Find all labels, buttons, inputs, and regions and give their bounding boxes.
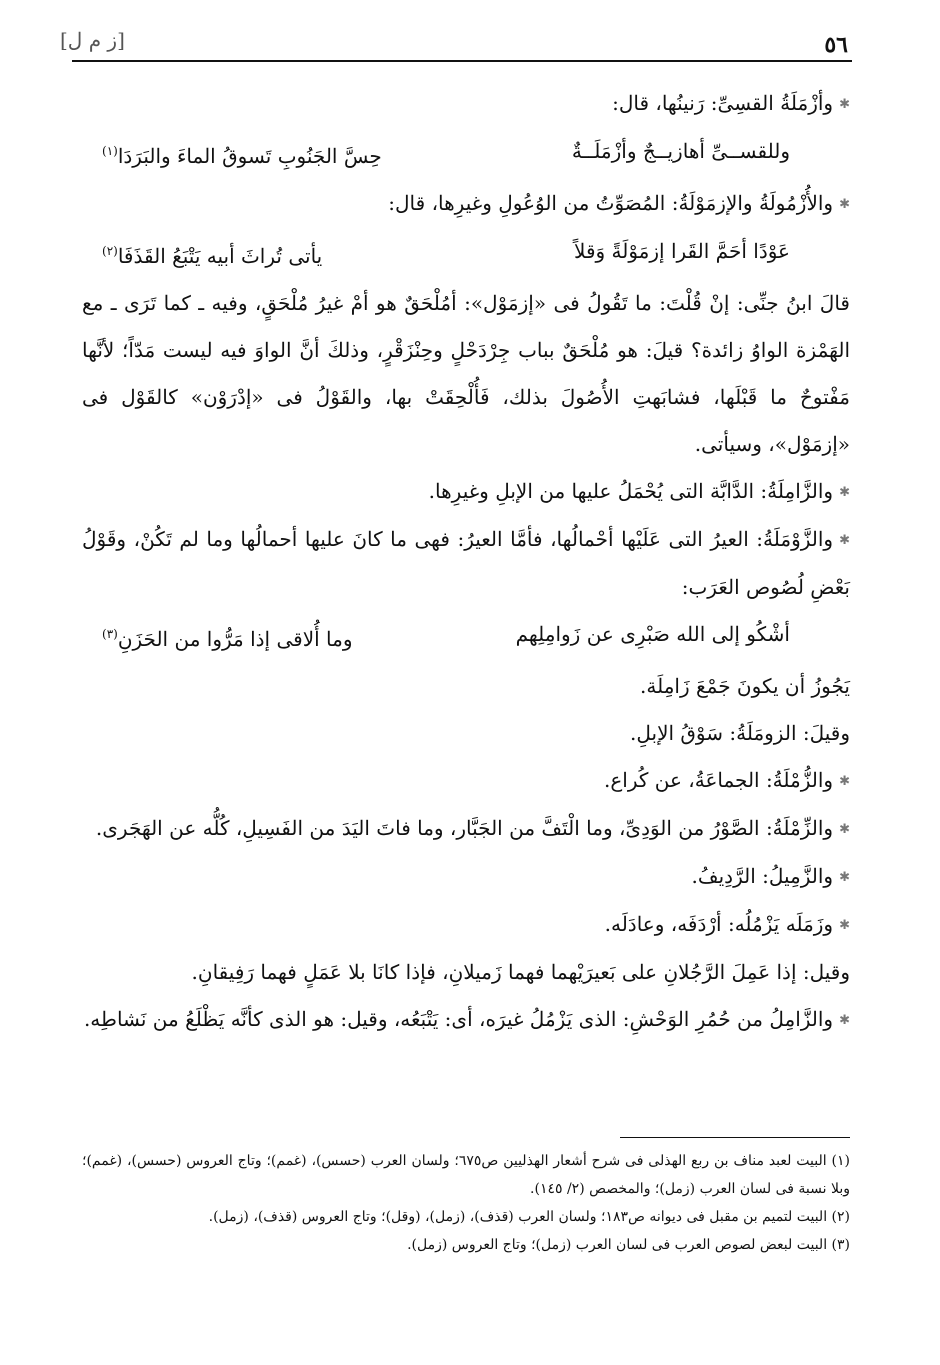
verse-hemistich: وما أُلاقى إذا مَرُّوا من الحَزَنِ$^{(٣)}$ xyxy=(102,627,353,651)
entry-line: وقيل: إذا عَمِلَ الرَّجُلانِ على بَعيرَيْهما فهما زَميلانِ، فإذا كانَا بلا عَمَلٍ فهما رَفِيقانِ. xyxy=(191,960,850,984)
page-number: ٥٦ xyxy=(824,32,848,58)
entry-line: ✱ والأُزْمُولَةُ والإزمَوْلَةُ: المُصَوِّتُ من الوُعُولِ وغيرِها، قال: xyxy=(82,180,850,228)
verse-2 xyxy=(82,228,850,280)
paragraph: ✱ والزِّمْلَةُ: الصَّوْرُ من الوَدِىِّ، وما الْتَفَّ من الجَبَّار، وما فاتَ اليَدَ من الفَسِيلِ، كُلُّه عن الهَجَرى. xyxy=(82,805,850,853)
footnote: (٣) البيت لبعض لصوص العرب فى لسان العرب (زمل)؛ وتاج العروس (زمل). xyxy=(407,1237,850,1253)
page-header xyxy=(60,22,880,60)
entry-line: وقيلَ: الزومَلَةُ: سَوْقُ الإبلِ. xyxy=(630,721,850,745)
footnote-mark: (١) xyxy=(102,144,118,158)
entry-line: ✱ وأزْمَلَةُ القسِىِّ: رَنينُها، قال: xyxy=(82,80,850,128)
root-label: [ز م ل] xyxy=(60,28,125,52)
footnote-rule xyxy=(620,1137,850,1138)
paragraph: قالَ ابنُ جنِّى: إنْ قُلْتَ: ما تَقُولُ فى «إزمَوْل»: أمُلْحَقٌ هو أمْ غيرُ مُلْحَقٍ، وفيه ـ كما تَرَى ـ مع الهَمْزة الواوُ زائدة؟ قيلَ: هو مُلْحَقٌ بباب جِرْدَحْلٍ وحِنْزَقْرٍ، وذلكَ أنَّ الواوَ فيه ليست مَدّاً؛ لأنَّها مَفْتوحٌ ما قَبْلَها، فشابَهتِ الأُصُولَ بذلك، فَأُلْحِقَتْ بها، والقَوْلُ فى «إدْرَوْن» كالقَوْل فى «إزمَوْل»، وسيأتى. xyxy=(82,291,850,456)
paragraph: ✱ والزَّوْمَلَةُ: العيرُ التى عَلَيْها أحْمالُها، فأمَّا العيرُ: فهى ما كانَ عليها أحمالُها وما لم تَكُنْ، وقَوْلُ بَعْضِ لُصُوص العَرَب: xyxy=(82,516,850,611)
footnote-mark: (٣) xyxy=(102,627,118,641)
footnote: (١) البيت لعبد مناف بن ربع الهذلى فى شرح أشعار الهذليين ص٦٧٥؛ ولسان العرب (حسس)، (غمم)؛ وتاج العروس (حسس)، (غمم)؛ وبلا نسبة فى لسان العرب (زمل)؛ والمخصص (٢/ ١٤٥). xyxy=(82,1153,850,1197)
paragraph: ✱ والزَّامِلُ من حُمُرِ الوَحْشِ: الذى يَزْمُلُ غيرَه، أى: يَتْبَعُه، وقيل: هو الذى كأنَّه يَظْلَعُ من نَشاطِه. xyxy=(82,996,850,1044)
verse-hemistich: أشْكُو إلى الله صَبْرِى عن زَوامِلِهم xyxy=(515,622,790,646)
footnote: (٢) البيت لتميم بن مقبل فى ديوانه ص١٨٣؛ ولسان العرب (قذف)، (زمل)، (وقل)؛ وتاج العروس (قذف)، (زمل). xyxy=(208,1209,850,1225)
verse-1 xyxy=(82,128,850,180)
footnote-mark: (٢) xyxy=(102,244,118,258)
entry-line: ✱ والزُّمْلَةُ: الجماعَةُ، عن كُراع. xyxy=(82,757,850,805)
verse-hemistich: يأتى تُراثَ أبيه يَتْبَعُ القَذَفَا$^{(٢)}$ xyxy=(102,244,323,268)
verse-hemistich: وللقســىِّ أهازيــجٌ وأزْمَلَــةٌ xyxy=(571,139,790,163)
verse-hemistich: حِسَّ الجَنُوبِ تَسوقُ الماءَ والبَرَدَا$^{(١)}$ xyxy=(102,144,382,168)
entry-line: يَجُوزُ أن يكونَ جَمْعَ زَامِلَة. xyxy=(640,674,850,698)
main-text xyxy=(82,80,850,1044)
entry-line: ✱ والزَّمِيلُ: الرَّدِيفُ. xyxy=(82,853,850,901)
footnotes xyxy=(82,1147,850,1259)
verse-3 xyxy=(82,611,850,663)
entry-line: ✱ والزَّامِلَةُ: الدَّابَّة التى يُحْمَلُ عليها من الإبلِ وغيرِها. xyxy=(82,468,850,516)
verse-hemistich: عَوْدًا أحَمَّ القَرا إزمَوْلَةً وَقلاً xyxy=(574,239,790,263)
header-rule xyxy=(72,60,852,62)
entry-line: ✱ وزَمَلَه يَزْمُلُه: أرْدَفَه، وعادَلَه. xyxy=(82,901,850,949)
